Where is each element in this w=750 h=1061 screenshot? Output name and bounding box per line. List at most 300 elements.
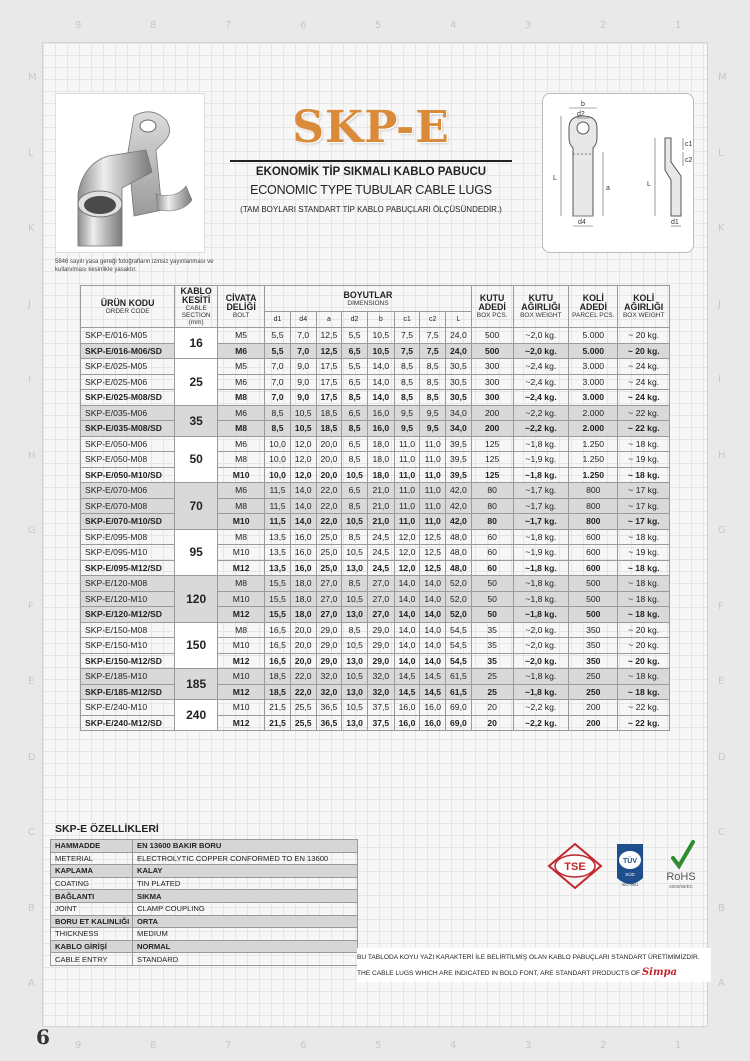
cell-dimension: 6,5 [342, 483, 368, 499]
frame-tick-row: H [718, 449, 726, 461]
frame-tick-col: 8 [150, 20, 157, 31]
cell-dimension: 11,0 [394, 483, 420, 499]
cell-dimension: 61,5 [446, 669, 472, 685]
cell-box-qty: 200 [471, 421, 513, 437]
cell-dimension: 20,0 [316, 452, 342, 468]
cell-dimension: 9,5 [420, 405, 446, 421]
table-row [81, 700, 670, 716]
cell-order-code: SKP-E/050-M08 [81, 452, 175, 468]
cell-dimension: 39,5 [446, 452, 472, 468]
cell-dimension: 16,0 [367, 405, 394, 421]
cell-box-weight: ~2,4 kg. [513, 359, 569, 375]
cell-dimension: 8,5 [420, 374, 446, 390]
cell-bolt: M10 [218, 514, 265, 530]
cell-dimension: 22,0 [316, 514, 342, 530]
cell-dimension: 6,5 [342, 343, 368, 359]
cell-box-weight: ~2,0 kg. [513, 653, 569, 669]
property-label: THICKNESS [51, 928, 133, 941]
frame-tick-col: 9 [75, 20, 82, 31]
cell-bolt: M6 [218, 374, 265, 390]
cell-bolt: M5 [218, 359, 265, 375]
cell-dimension: 5,5 [265, 343, 291, 359]
cell-parcel-weight: ~ 22 kg. [618, 421, 670, 437]
cell-box-qty: 25 [471, 669, 513, 685]
cell-dimension: 39,5 [446, 436, 472, 452]
cell-parcel-weight: ~ 24 kg. [618, 390, 670, 406]
technical-drawing [542, 93, 694, 253]
cell-dimension: 29,0 [316, 653, 342, 669]
cell-dimension: 9,5 [420, 421, 446, 437]
cell-dimension: 7,5 [394, 328, 420, 344]
cell-box-weight: ~1,7 kg. [513, 498, 569, 514]
cell-box-weight: ~2,2 kg. [513, 421, 569, 437]
table-row [81, 591, 670, 607]
cell-order-code: SKP-E/185-M12/SD [81, 684, 175, 700]
cell-dimension: 13,0 [342, 560, 368, 576]
cell-dimension: 14,0 [420, 607, 446, 623]
cell-dimension: 22,0 [290, 684, 316, 700]
cell-dimension: 10,0 [265, 467, 291, 483]
cell-dimension: 12,5 [420, 545, 446, 561]
rohs-logo-icon [666, 842, 695, 889]
cell-dimension: 14,0 [420, 622, 446, 638]
cell-box-weight: ~1,8 kg. [513, 436, 569, 452]
tuv-sub-label: SÜD [625, 872, 635, 877]
cell-dimension: 30,5 [446, 374, 472, 390]
table-row [81, 483, 670, 499]
cell-parcel-weight: ~ 22 kg. [618, 405, 670, 421]
dim-col-header: d4 [290, 312, 316, 328]
cell-dimension: 25,0 [316, 529, 342, 545]
cell-dimension: 21,0 [367, 483, 394, 499]
cell-box-weight: ~2,0 kg. [513, 343, 569, 359]
property-key-row [51, 865, 358, 878]
table-row [81, 452, 670, 468]
cell-box-weight: ~2,0 kg. [513, 638, 569, 654]
cell-box-qty: 60 [471, 545, 513, 561]
cell-box-weight: ~2,2 kg. [513, 700, 569, 716]
cell-parcel-weight: ~ 18 kg. [618, 669, 670, 685]
cell-box-qty: 60 [471, 529, 513, 545]
cell-dimension: 25,5 [290, 700, 316, 716]
drawing-label-c1: c1 [685, 141, 693, 148]
title-divider [230, 160, 512, 162]
cell-box-weight: ~2,0 kg. [513, 622, 569, 638]
cell-order-code: SKP-E/150-M10 [81, 638, 175, 654]
cell-dimension: 12,5 [316, 328, 342, 344]
cell-dimension: 12,0 [394, 560, 420, 576]
cell-parcel-qty: 3.000 [569, 390, 618, 406]
cell-dimension: 8,5 [342, 529, 368, 545]
cell-order-code: SKP-E/150-M12/SD [81, 653, 175, 669]
cell-dimension: 8,5 [394, 374, 420, 390]
cell-dimension: 8,5 [342, 622, 368, 638]
cell-parcel-qty: 350 [569, 638, 618, 654]
cell-box-qty: 300 [471, 374, 513, 390]
cell-dimension: 10,5 [290, 421, 316, 437]
cell-parcel-qty: 3.000 [569, 359, 618, 375]
cell-dimension: 24,5 [367, 560, 394, 576]
cell-bolt: M12 [218, 653, 265, 669]
cell-box-qty: 125 [471, 452, 513, 468]
table-row [81, 421, 670, 437]
cell-dimension: 20,0 [316, 436, 342, 452]
property-key-row [51, 840, 358, 853]
cell-dimension: 39,5 [446, 467, 472, 483]
cell-parcel-weight: ~ 20 kg. [618, 328, 670, 344]
cell-dimension: 14,0 [394, 653, 420, 669]
cell-dimension: 48,0 [446, 560, 472, 576]
property-key-row [51, 915, 358, 928]
cell-box-qty: 300 [471, 359, 513, 375]
cell-dimension: 42,0 [446, 514, 472, 530]
cell-dimension: 7,0 [265, 359, 291, 375]
table-row [81, 622, 670, 638]
cell-dimension: 10,5 [342, 467, 368, 483]
cell-dimension: 9,0 [290, 374, 316, 390]
page-number: 6 [36, 1025, 50, 1049]
cell-parcel-qty: 800 [569, 483, 618, 499]
cell-parcel-weight: ~ 20 kg. [618, 622, 670, 638]
cell-parcel-qty: 600 [569, 529, 618, 545]
cell-box-qty: 200 [471, 405, 513, 421]
cell-parcel-qty: 500 [569, 576, 618, 592]
cell-parcel-weight: ~ 19 kg. [618, 452, 670, 468]
cell-dimension: 29,0 [367, 653, 394, 669]
lug-dimension-drawing-icon [543, 94, 695, 254]
property-label: HAMMADDE [51, 840, 133, 853]
cell-bolt: M12 [218, 560, 265, 576]
note-english-text: THE CABLE LUGS WHICH ARE INDICATED IN BOLD FONT, ARE STANDART PRODUCTS OF [357, 970, 641, 977]
cell-dimension: 18,5 [316, 421, 342, 437]
drawing-label-a: a [606, 185, 610, 192]
cell-dimension: 13,5 [265, 545, 291, 561]
cell-parcel-qty: 350 [569, 653, 618, 669]
product-photo [55, 93, 205, 253]
certifications [545, 838, 705, 894]
cell-box-weight: ~1,8 kg. [513, 684, 569, 700]
cell-dimension: 7,5 [394, 343, 420, 359]
cell-dimension: 9,5 [394, 405, 420, 421]
cell-parcel-weight: ~ 18 kg. [618, 607, 670, 623]
cell-cable-section: 150 [175, 622, 218, 669]
cell-parcel-qty: 250 [569, 669, 618, 685]
frame-tick-col: 7 [225, 1040, 232, 1051]
cell-dimension: 11,0 [394, 498, 420, 514]
cell-parcel-qty: 5.000 [569, 328, 618, 344]
frame-tick-row: A [718, 978, 725, 989]
property-value: TIN PLATED [133, 877, 358, 890]
cell-dimension: 14,5 [420, 684, 446, 700]
properties-title: SKP-E ÖZELLİKLERİ [55, 823, 159, 835]
frame-tick-col: 5 [375, 20, 382, 31]
cell-dimension: 7,0 [265, 390, 291, 406]
frame-tick-row: L [718, 147, 724, 159]
cell-cable-section: 50 [175, 436, 218, 483]
drawing-label-b: b [581, 101, 585, 108]
cell-dimension: 7,5 [420, 343, 446, 359]
cell-dimension: 14,0 [367, 374, 394, 390]
cell-dimension: 14,0 [420, 576, 446, 592]
cell-dimension: 5,5 [265, 328, 291, 344]
cell-dimension: 8,5 [394, 390, 420, 406]
cell-order-code: SKP-E/035-M08/SD [81, 421, 175, 437]
frame-tick-row: J [718, 298, 721, 310]
cell-bolt: M8 [218, 498, 265, 514]
cell-order-code: SKP-E/095-M08 [81, 529, 175, 545]
cell-dimension: 16,0 [290, 545, 316, 561]
cell-box-qty: 50 [471, 607, 513, 623]
cell-box-weight: ~1,8 kg. [513, 669, 569, 685]
cell-dimension: 13,5 [265, 560, 291, 576]
frame-tick-col: 1 [675, 1040, 682, 1051]
cell-dimension: 15,5 [265, 607, 291, 623]
table-row [81, 684, 670, 700]
col-order-code: ÜRÜN KODU ORDER CODE [81, 286, 175, 328]
frame-tick-col: 7 [225, 20, 232, 31]
table-row [81, 607, 670, 623]
col-box-weight: KUTU AĞIRLIĞI BOX WEIGHT [513, 286, 569, 328]
cell-dimension: 48,0 [446, 545, 472, 561]
cell-dimension: 14,0 [394, 638, 420, 654]
cell-box-qty: 25 [471, 684, 513, 700]
tuv-logo-icon [617, 844, 643, 887]
note-turkish: BU TABLODA KOYU YAZI KARAKTERİ İLE BELİRTİLMİŞ OLAN KABLO PABUÇLARI STANDART ÜRETİMİMİZDİR. [357, 954, 700, 961]
cell-dimension: 25,5 [290, 715, 316, 731]
cell-box-qty: 35 [471, 653, 513, 669]
cell-parcel-weight: ~ 18 kg. [618, 529, 670, 545]
cell-dimension: 16,5 [265, 638, 291, 654]
cell-dimension: 11,0 [394, 452, 420, 468]
cell-dimension: 11,0 [420, 483, 446, 499]
table-row [81, 545, 670, 561]
cell-dimension: 61,5 [446, 684, 472, 700]
dim-col-header: b [367, 312, 394, 328]
cell-dimension: 32,0 [367, 684, 394, 700]
cell-parcel-weight: ~ 20 kg. [618, 343, 670, 359]
cell-parcel-qty: 800 [569, 498, 618, 514]
property-label: JOINT [51, 902, 133, 915]
frame-tick-col: 8 [150, 1040, 157, 1051]
cell-bolt: M8 [218, 452, 265, 468]
cell-dimension: 14,0 [290, 498, 316, 514]
cell-box-weight: ~1,9 kg. [513, 452, 569, 468]
cell-order-code: SKP-E/095-M12/SD [81, 560, 175, 576]
cell-order-code: SKP-E/120-M12/SD [81, 607, 175, 623]
frame-tick-row: M [28, 72, 37, 83]
cell-dimension: 13,0 [342, 653, 368, 669]
cell-order-code: SKP-E/240-M10 [81, 700, 175, 716]
cell-dimension: 32,0 [316, 669, 342, 685]
dim-col-header: c1 [394, 312, 420, 328]
cell-order-code: SKP-E/150-M08 [81, 622, 175, 638]
cell-dimension: 8,5 [342, 421, 368, 437]
subtitle-english: ECONOMIC TYPE TUBULAR CABLE LUGS [250, 183, 492, 197]
cell-dimension: 16,5 [265, 653, 291, 669]
tuv-iso-label: ISO 9001 [621, 882, 639, 887]
table-row [81, 328, 670, 344]
property-value: KALAY [133, 865, 358, 878]
cell-dimension: 10,0 [265, 452, 291, 468]
cell-parcel-qty: 600 [569, 545, 618, 561]
frame-tick-col: 1 [675, 20, 682, 31]
cell-bolt: M6 [218, 343, 265, 359]
dim-col-header: d1 [265, 312, 291, 328]
frame-tick-row: K [718, 223, 725, 234]
cell-parcel-weight: ~ 20 kg. [618, 653, 670, 669]
cell-dimension: 17,5 [316, 374, 342, 390]
cell-dimension: 24,5 [367, 545, 394, 561]
property-value-row [51, 852, 358, 865]
cell-cable-section: 35 [175, 405, 218, 436]
cell-parcel-qty: 2.000 [569, 421, 618, 437]
cell-dimension: 30,5 [446, 390, 472, 406]
rohs-sub-label: 2002/95/EC [669, 884, 693, 889]
cell-dimension: 36,5 [316, 715, 342, 731]
cell-dimension: 22,0 [316, 498, 342, 514]
frame-tick-row: H [28, 449, 36, 461]
cell-dimension: 32,0 [316, 684, 342, 700]
cell-dimension: 54,5 [446, 622, 472, 638]
cell-dimension: 16,0 [367, 421, 394, 437]
property-label: COATING [51, 877, 133, 890]
dim-col-header: a [316, 312, 342, 328]
cable-lug-photo-icon [56, 94, 205, 253]
drawing-label-d2: d2 [577, 111, 585, 118]
cell-dimension: 16,0 [290, 529, 316, 545]
cell-dimension: 14,0 [420, 653, 446, 669]
property-key-row [51, 940, 358, 953]
property-label: METERIAL [51, 852, 133, 865]
cell-dimension: 5,5 [342, 359, 368, 375]
cell-order-code: SKP-E/185-M10 [81, 669, 175, 685]
cell-box-qty: 80 [471, 483, 513, 499]
cell-dimension: 14,0 [420, 638, 446, 654]
cell-dimension: 52,0 [446, 591, 472, 607]
table-row [81, 390, 670, 406]
cell-dimension: 21,0 [367, 514, 394, 530]
spec-table [80, 285, 670, 731]
col-parcel-qty: KOLİ ADEDİ PARCEL PCS. [569, 286, 618, 328]
cell-dimension: 17,5 [316, 390, 342, 406]
note-english [357, 967, 677, 978]
cell-dimension: 29,0 [316, 638, 342, 654]
cell-bolt: M8 [218, 421, 265, 437]
cell-dimension: 11,0 [420, 467, 446, 483]
table-row [81, 405, 670, 421]
cell-cable-section: 25 [175, 359, 218, 406]
cell-dimension: 10,5 [342, 700, 368, 716]
table-row [81, 343, 670, 359]
cell-dimension: 14,5 [420, 669, 446, 685]
cell-box-qty: 20 [471, 715, 513, 731]
brand-logo: Simpa [641, 967, 678, 978]
properties-table [50, 839, 358, 966]
cell-order-code: SKP-E/070-M06 [81, 483, 175, 499]
col-cable-section: KABLO KESİTİ CABLE SECTION (mm) [175, 286, 218, 328]
cell-dimension: 8,5 [342, 498, 368, 514]
cell-dimension: 69,0 [446, 700, 472, 716]
table-row [81, 529, 670, 545]
property-value: ORTA [133, 915, 358, 928]
cell-order-code: SKP-E/025-M08/SD [81, 390, 175, 406]
cell-dimension: 8,5 [342, 390, 368, 406]
cell-dimension: 10,5 [342, 545, 368, 561]
cell-bolt: M12 [218, 607, 265, 623]
frame-tick-row: I [718, 374, 721, 385]
frame-tick-col: 2 [600, 1040, 607, 1051]
frame-tick-row: A [28, 978, 35, 989]
property-label: KAPLAMA [51, 865, 133, 878]
frame-tick-row: B [718, 902, 725, 914]
frame-tick-col: 4 [450, 1040, 457, 1051]
cell-dimension: 6,5 [342, 436, 368, 452]
subtitle-note: (TAM BOYLARI STANDART TİP KABLO PABUÇLARI ÖLÇÜSÜNDEDİR.) [240, 205, 502, 214]
cell-dimension: 14,0 [394, 591, 420, 607]
table-row [81, 653, 670, 669]
cell-dimension: 24,0 [446, 328, 472, 344]
cell-dimension: 10,5 [367, 343, 394, 359]
cell-parcel-weight: ~ 24 kg. [618, 374, 670, 390]
cell-dimension: 25,0 [316, 545, 342, 561]
cell-dimension: 11,0 [420, 514, 446, 530]
cell-parcel-weight: ~ 17 kg. [618, 498, 670, 514]
frame-tick-row: F [28, 600, 34, 612]
cell-dimension: 12,0 [290, 467, 316, 483]
cell-cable-section: 95 [175, 529, 218, 576]
frame-tick-col: 3 [525, 1040, 532, 1051]
cell-bolt: M10 [218, 700, 265, 716]
cell-box-weight: ~1,8 kg. [513, 607, 569, 623]
cell-parcel-weight: ~ 22 kg. [618, 715, 670, 731]
cell-box-weight: ~1,8 kg. [513, 467, 569, 483]
property-value-row [51, 928, 358, 941]
cell-dimension: 10,5 [342, 514, 368, 530]
cell-dimension: 34,0 [446, 421, 472, 437]
cell-box-qty: 80 [471, 498, 513, 514]
cell-box-qty: 80 [471, 514, 513, 530]
cell-order-code: SKP-E/120-M08 [81, 576, 175, 592]
cell-bolt: M10 [218, 669, 265, 685]
property-value: CLAMP COUPLING [133, 902, 358, 915]
cell-dimension: 11,5 [265, 498, 291, 514]
cell-order-code: SKP-E/050-M06 [81, 436, 175, 452]
cell-dimension: 48,0 [446, 529, 472, 545]
property-label: CABLE ENTRY [51, 953, 133, 966]
cell-dimension: 12,5 [420, 529, 446, 545]
property-value-row [51, 902, 358, 915]
cell-dimension: 14,0 [394, 622, 420, 638]
cell-dimension: 16,0 [290, 560, 316, 576]
cell-parcel-qty: 500 [569, 607, 618, 623]
cell-bolt: M10 [218, 591, 265, 607]
frame-tick-col: 4 [450, 20, 457, 31]
cell-bolt: M6 [218, 436, 265, 452]
cell-box-qty: 20 [471, 700, 513, 716]
cell-dimension: 18,0 [290, 576, 316, 592]
cell-dimension: 12,0 [290, 436, 316, 452]
cell-dimension: 22,0 [290, 669, 316, 685]
cell-dimension: 69,0 [446, 715, 472, 731]
cell-order-code: SKP-E/016-M05 [81, 328, 175, 344]
cell-dimension: 29,0 [316, 622, 342, 638]
property-label: BAĞLANTI [51, 890, 133, 903]
cell-dimension: 10,5 [290, 405, 316, 421]
cell-dimension: 20,0 [290, 653, 316, 669]
table-row [81, 359, 670, 375]
cell-dimension: 29,0 [367, 638, 394, 654]
cell-dimension: 27,0 [316, 607, 342, 623]
